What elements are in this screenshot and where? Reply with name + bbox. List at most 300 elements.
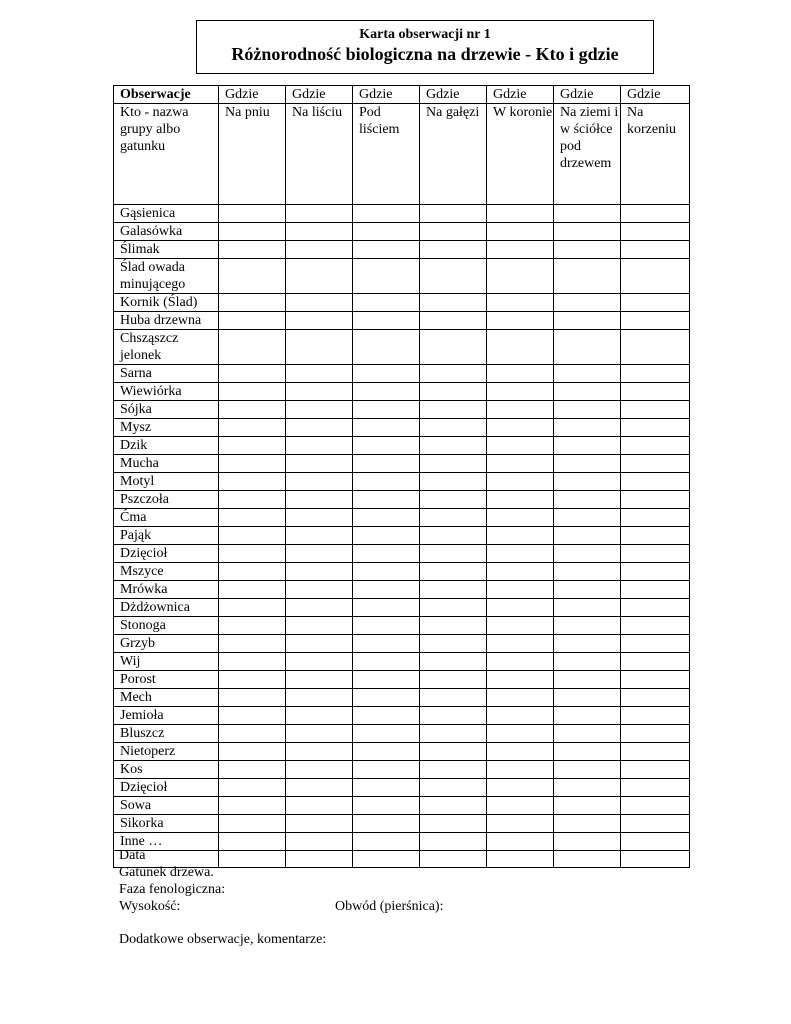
observation-cell[interactable] [420, 419, 487, 437]
observation-cell[interactable] [353, 223, 420, 241]
observation-cell[interactable] [353, 330, 420, 365]
observation-cell[interactable] [353, 527, 420, 545]
table-row [114, 383, 690, 401]
organism-name: Sarna [114, 365, 219, 383]
observation-cell[interactable] [554, 815, 621, 833]
observation-cell[interactable] [286, 294, 353, 312]
observation-cell[interactable] [353, 563, 420, 581]
observation-cell[interactable] [219, 241, 286, 259]
observation-cell[interactable] [420, 473, 487, 491]
observation-cell[interactable] [286, 707, 353, 725]
observation-cell[interactable] [286, 473, 353, 491]
observation-cell[interactable] [621, 563, 690, 581]
observation-cell[interactable] [554, 527, 621, 545]
observation-cell[interactable] [219, 437, 286, 455]
observation-cell[interactable] [353, 241, 420, 259]
observation-cell[interactable] [420, 527, 487, 545]
organism-name: Mech [114, 689, 219, 707]
observation-cell[interactable] [286, 223, 353, 241]
observation-cell[interactable] [554, 437, 621, 455]
observation-cell[interactable] [286, 259, 353, 294]
observation-cell[interactable] [420, 401, 487, 419]
table-row [114, 419, 690, 437]
location-under-leaf: Pod liściem [353, 104, 420, 205]
observation-cell[interactable] [420, 761, 487, 779]
observation-cell[interactable] [554, 671, 621, 689]
observation-cell[interactable] [554, 725, 621, 743]
observation-cell[interactable] [487, 259, 554, 294]
observation-cell[interactable] [487, 671, 554, 689]
observation-cell[interactable] [487, 383, 554, 401]
observation-cell[interactable] [219, 779, 286, 797]
observation-cell[interactable] [487, 779, 554, 797]
header-observations: Obserwacje [114, 86, 219, 104]
organism-name: Sójka [114, 401, 219, 419]
observation-cell[interactable] [219, 223, 286, 241]
observation-cell[interactable] [621, 707, 690, 725]
observation-cell[interactable] [219, 259, 286, 294]
observation-cell[interactable] [219, 581, 286, 599]
observation-cell[interactable] [554, 707, 621, 725]
observation-cell[interactable] [420, 455, 487, 473]
table-row [114, 312, 690, 330]
observation-cell[interactable] [219, 545, 286, 563]
header-where: Gdzie [554, 86, 621, 104]
observation-cell[interactable] [621, 851, 690, 868]
observation-cell[interactable] [420, 437, 487, 455]
observation-cell[interactable] [353, 743, 420, 761]
observation-cell[interactable] [554, 312, 621, 330]
observation-cell[interactable] [487, 437, 554, 455]
observation-cell[interactable] [554, 743, 621, 761]
observation-cell[interactable] [353, 509, 420, 527]
observation-cell[interactable] [353, 761, 420, 779]
observation-cell[interactable] [487, 563, 554, 581]
header-where: Gdzie [420, 86, 487, 104]
observation-cell[interactable] [420, 635, 487, 653]
observation-cell[interactable] [621, 725, 690, 743]
observation-cell[interactable] [219, 617, 286, 635]
organism-name: Pająk [114, 527, 219, 545]
observation-cell[interactable] [487, 527, 554, 545]
observation-cell[interactable] [554, 241, 621, 259]
observation-cell[interactable] [219, 707, 286, 725]
observation-cell[interactable] [353, 259, 420, 294]
table-row [114, 599, 690, 617]
observation-cell[interactable] [286, 383, 353, 401]
observation-cell[interactable] [554, 259, 621, 294]
observation-cell[interactable] [621, 365, 690, 383]
observation-cell[interactable] [420, 581, 487, 599]
observation-cell[interactable] [621, 491, 690, 509]
observation-cell[interactable] [487, 581, 554, 599]
observation-cell[interactable] [286, 491, 353, 509]
observation-cell[interactable] [420, 833, 487, 851]
observation-cell[interactable] [353, 581, 420, 599]
observation-cell[interactable] [286, 815, 353, 833]
observation-cell[interactable] [286, 437, 353, 455]
observation-cell[interactable] [554, 223, 621, 241]
observation-cell[interactable] [353, 689, 420, 707]
observation-cell[interactable] [219, 312, 286, 330]
observation-cell[interactable] [487, 365, 554, 383]
observation-cell[interactable] [554, 545, 621, 563]
observation-cell[interactable] [353, 599, 420, 617]
field-tree-species: Gatunek drzewa. [119, 865, 214, 880]
observation-cell[interactable] [353, 205, 420, 223]
observation-cell[interactable] [554, 653, 621, 671]
observation-cell[interactable] [420, 617, 487, 635]
observation-cell[interactable] [353, 419, 420, 437]
observation-cell[interactable] [286, 241, 353, 259]
observation-cell[interactable] [487, 205, 554, 223]
observation-cell[interactable] [420, 330, 487, 365]
table-location-row [114, 104, 690, 205]
observation-cell[interactable] [621, 581, 690, 599]
table-row [114, 671, 690, 689]
observation-cell[interactable] [219, 383, 286, 401]
field-comments: Dodatkowe obserwacje, komentarze: [119, 932, 327, 947]
table-row [114, 779, 690, 797]
observation-cell[interactable] [487, 509, 554, 527]
observation-cell[interactable] [286, 401, 353, 419]
observation-cell[interactable] [286, 779, 353, 797]
observation-cell[interactable] [487, 797, 554, 815]
observation-cell[interactable] [554, 563, 621, 581]
observation-cell[interactable] [487, 725, 554, 743]
table-row [114, 294, 690, 312]
observation-cell[interactable] [420, 294, 487, 312]
organism-name: Chsząszcz jelonek [114, 330, 219, 365]
observation-cell[interactable] [487, 653, 554, 671]
observation-cell[interactable] [420, 491, 487, 509]
observation-cell[interactable] [554, 617, 621, 635]
header-where: Gdzie [353, 86, 420, 104]
observation-cell[interactable] [621, 437, 690, 455]
observation-cell[interactable] [554, 797, 621, 815]
table-row [114, 797, 690, 815]
observation-cell[interactable] [621, 473, 690, 491]
observation-cell[interactable] [621, 330, 690, 365]
observation-cell[interactable] [219, 599, 286, 617]
observation-cell[interactable] [219, 491, 286, 509]
organism-name: Sikorka [114, 815, 219, 833]
table-row [114, 223, 690, 241]
observation-cell[interactable] [554, 833, 621, 851]
observation-cell[interactable] [621, 509, 690, 527]
observation-cell[interactable] [353, 455, 420, 473]
header-where: Gdzie [487, 86, 554, 104]
observation-cell[interactable] [286, 365, 353, 383]
organism-name: Dżdżownica [114, 599, 219, 617]
observation-cell[interactable] [420, 815, 487, 833]
observation-cell[interactable] [554, 205, 621, 223]
observation-cell[interactable] [621, 419, 690, 437]
observation-cell[interactable] [554, 455, 621, 473]
organism-name: Mszyce [114, 563, 219, 581]
observation-cell[interactable] [621, 689, 690, 707]
observation-cell[interactable] [420, 223, 487, 241]
observation-cell[interactable] [286, 563, 353, 581]
observation-cell[interactable] [554, 779, 621, 797]
observation-cell[interactable] [219, 689, 286, 707]
table-row [114, 491, 690, 509]
table-row [114, 545, 690, 563]
organism-name: Mrówka [114, 581, 219, 599]
observation-cell[interactable] [554, 419, 621, 437]
observation-cell[interactable] [487, 419, 554, 437]
observation-cell[interactable] [219, 473, 286, 491]
observation-cell[interactable] [621, 455, 690, 473]
observation-cell[interactable] [621, 223, 690, 241]
organism-name: Huba drzewna [114, 312, 219, 330]
table-row [114, 527, 690, 545]
observation-cell[interactable] [554, 689, 621, 707]
observation-cell[interactable] [353, 833, 420, 851]
observation-cell[interactable] [554, 294, 621, 312]
location-leaf: Na liściu [286, 104, 353, 205]
observation-cell[interactable] [554, 383, 621, 401]
observation-cell[interactable] [353, 294, 420, 312]
observation-cell[interactable] [219, 743, 286, 761]
organism-name: Mucha [114, 455, 219, 473]
observation-cell[interactable] [353, 365, 420, 383]
observation-cell[interactable] [286, 761, 353, 779]
observation-cell[interactable] [286, 455, 353, 473]
card-subtitle: Karta obserwacji nr 1 [359, 27, 491, 42]
observation-cell[interactable] [621, 761, 690, 779]
observation-cell[interactable] [219, 563, 286, 581]
observation-cell[interactable] [286, 312, 353, 330]
observation-cell[interactable] [219, 797, 286, 815]
observation-cell[interactable] [621, 527, 690, 545]
observation-cell[interactable] [353, 312, 420, 330]
organism-name: Bluszcz [114, 725, 219, 743]
observation-cell[interactable] [621, 653, 690, 671]
observation-cell[interactable] [286, 509, 353, 527]
table-row [114, 761, 690, 779]
observation-cell[interactable] [554, 851, 621, 868]
observation-cell[interactable] [621, 259, 690, 294]
observation-cell[interactable] [219, 815, 286, 833]
observation-cell[interactable] [353, 671, 420, 689]
observation-cell[interactable] [487, 689, 554, 707]
observation-cell[interactable] [487, 294, 554, 312]
observation-cell[interactable] [420, 383, 487, 401]
observation-cell[interactable] [219, 527, 286, 545]
table-row [114, 581, 690, 599]
observation-cell[interactable] [621, 797, 690, 815]
observation-cell[interactable] [487, 401, 554, 419]
observation-cell[interactable] [286, 330, 353, 365]
footer-spacer [119, 915, 326, 931]
table-row [114, 401, 690, 419]
observation-cell[interactable] [286, 527, 353, 545]
observation-cell[interactable] [621, 779, 690, 797]
table-row [114, 205, 690, 223]
observation-cell[interactable] [286, 599, 353, 617]
observation-cell[interactable] [420, 851, 487, 868]
table-row [114, 365, 690, 383]
observation-cell[interactable] [219, 205, 286, 223]
organism-name: Wij [114, 653, 219, 671]
observation-cell[interactable] [554, 491, 621, 509]
observation-cell[interactable] [219, 635, 286, 653]
observation-cell[interactable] [487, 241, 554, 259]
table-row [114, 725, 690, 743]
observation-cell[interactable] [621, 383, 690, 401]
observation-cell[interactable] [353, 725, 420, 743]
observation-cell[interactable] [420, 509, 487, 527]
observation-cell[interactable] [420, 259, 487, 294]
observation-cell[interactable] [554, 635, 621, 653]
observation-cell[interactable] [286, 653, 353, 671]
observation-cell[interactable] [487, 833, 554, 851]
observation-cell[interactable] [219, 455, 286, 473]
observation-cell[interactable] [286, 205, 353, 223]
observation-cell[interactable] [554, 365, 621, 383]
observation-cell[interactable] [353, 437, 420, 455]
observation-cell[interactable] [487, 455, 554, 473]
organism-name: Dzięcioł [114, 779, 219, 797]
observation-cell[interactable] [487, 851, 554, 868]
table-row [114, 815, 690, 833]
organism-name: Sowa [114, 797, 219, 815]
observation-cell[interactable] [219, 401, 286, 419]
table-row [114, 330, 690, 365]
table-row [114, 635, 690, 653]
observation-cell[interactable] [353, 815, 420, 833]
observation-cell[interactable] [420, 365, 487, 383]
observation-cell[interactable] [353, 401, 420, 419]
observation-cell[interactable] [487, 599, 554, 617]
observation-cell[interactable] [219, 330, 286, 365]
observation-cell[interactable] [420, 671, 487, 689]
observation-cell[interactable] [487, 761, 554, 779]
observation-cell[interactable] [487, 330, 554, 365]
observation-cell[interactable] [420, 653, 487, 671]
organism-name: Grzyb [114, 635, 219, 653]
observation-cell[interactable] [554, 330, 621, 365]
observation-cell[interactable] [420, 779, 487, 797]
observation-cell[interactable] [420, 563, 487, 581]
observation-cell[interactable] [286, 545, 353, 563]
organism-name: Stonoga [114, 617, 219, 635]
observation-cell[interactable] [353, 473, 420, 491]
observation-cell[interactable] [487, 545, 554, 563]
field-phenological-phase: Faza fenologiczna: [119, 882, 226, 897]
observation-cell[interactable] [621, 743, 690, 761]
observation-cell[interactable] [420, 545, 487, 563]
observation-cell[interactable] [487, 491, 554, 509]
observation-cell[interactable] [219, 671, 286, 689]
table-row [114, 241, 690, 259]
observation-cell[interactable] [554, 473, 621, 491]
observation-cell[interactable] [286, 743, 353, 761]
observation-cell[interactable] [621, 545, 690, 563]
observation-cell[interactable] [621, 205, 690, 223]
observation-cell[interactable] [420, 743, 487, 761]
observation-cell[interactable] [353, 545, 420, 563]
observation-cell[interactable] [420, 312, 487, 330]
observation-cell[interactable] [353, 707, 420, 725]
observation-cell[interactable] [219, 365, 286, 383]
observation-cell[interactable] [621, 312, 690, 330]
observation-cell[interactable] [219, 294, 286, 312]
observation-cell[interactable] [286, 419, 353, 437]
observation-cell[interactable] [219, 509, 286, 527]
observation-cell[interactable] [420, 725, 487, 743]
observation-cell[interactable] [554, 509, 621, 527]
observation-cell[interactable] [554, 599, 621, 617]
observation-cell[interactable] [286, 617, 353, 635]
location-crown: W koronie [487, 104, 554, 205]
observation-cell[interactable] [487, 617, 554, 635]
observation-cell[interactable] [286, 581, 353, 599]
observation-cell[interactable] [621, 635, 690, 653]
organism-name: Dzik [114, 437, 219, 455]
observation-cell[interactable] [353, 491, 420, 509]
observation-cell[interactable] [219, 725, 286, 743]
observation-cell[interactable] [420, 241, 487, 259]
observation-cell[interactable] [353, 653, 420, 671]
observation-cell[interactable] [353, 851, 420, 868]
observation-cell[interactable] [420, 797, 487, 815]
observation-cell[interactable] [487, 743, 554, 761]
observation-cell[interactable] [286, 635, 353, 653]
observation-cell[interactable] [353, 797, 420, 815]
table-row [114, 617, 690, 635]
observation-cell[interactable] [487, 223, 554, 241]
observation-cell[interactable] [353, 635, 420, 653]
observation-cell[interactable] [353, 779, 420, 797]
observation-cell[interactable] [554, 761, 621, 779]
observation-cell[interactable] [621, 294, 690, 312]
observation-cell[interactable] [487, 473, 554, 491]
observation-cell[interactable] [621, 617, 690, 635]
observation-cell[interactable] [219, 653, 286, 671]
organism-name: Galasówka [114, 223, 219, 241]
observation-cell[interactable] [621, 815, 690, 833]
observation-cell[interactable] [286, 671, 353, 689]
observation-cell[interactable] [487, 635, 554, 653]
observation-cell[interactable] [420, 689, 487, 707]
observation-cell[interactable] [621, 671, 690, 689]
observation-cell[interactable] [286, 797, 353, 815]
observation-cell[interactable] [487, 312, 554, 330]
observation-cell[interactable] [219, 761, 286, 779]
observation-cell[interactable] [353, 383, 420, 401]
observation-cell[interactable] [621, 599, 690, 617]
observation-cell[interactable] [420, 599, 487, 617]
observation-cell[interactable] [621, 833, 690, 851]
observation-cell[interactable] [420, 707, 487, 725]
organism-name: Gąsienica [114, 205, 219, 223]
observation-cell[interactable] [286, 689, 353, 707]
observation-cell[interactable] [487, 815, 554, 833]
observation-cell[interactable] [554, 401, 621, 419]
observation-cell[interactable] [219, 419, 286, 437]
observation-cell[interactable] [554, 581, 621, 599]
observation-cell[interactable] [621, 241, 690, 259]
observation-cell[interactable] [286, 725, 353, 743]
observation-cell[interactable] [353, 617, 420, 635]
organism-name: Dzięcioł [114, 545, 219, 563]
observation-cell[interactable] [420, 205, 487, 223]
observation-cell[interactable] [487, 707, 554, 725]
organism-name: Ślimak [114, 241, 219, 259]
observation-cell[interactable] [621, 401, 690, 419]
